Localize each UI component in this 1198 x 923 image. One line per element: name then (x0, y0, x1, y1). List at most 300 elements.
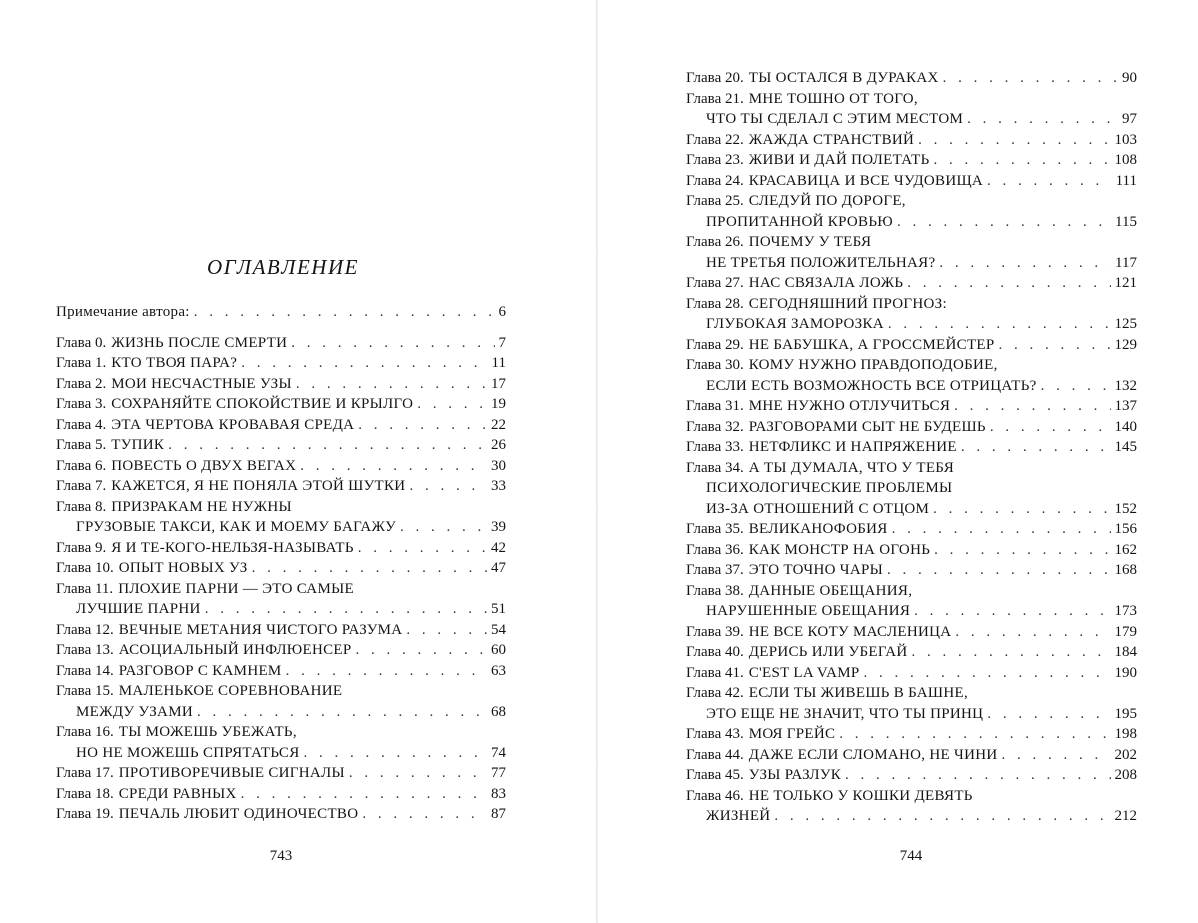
page-ref: 115 (1115, 213, 1137, 230)
chapter-title: НАРУШЕННЫЕ ОБЕЩАНИЯ (706, 603, 911, 619)
toc-entry (56, 722, 506, 763)
chapter-number: 10. (94, 560, 114, 576)
chapter-title: ЖИЗНЬ ПОСЛЕ СМЕРТИ (111, 334, 288, 351)
toc-entry (686, 171, 1137, 192)
dot-leader (194, 302, 495, 323)
chapter-number: 46. (724, 787, 744, 804)
page-ref: 90 (1122, 70, 1137, 86)
chapter-title: ТЫ ОСТАЛСЯ В ДУРАКАХ (748, 70, 939, 86)
chapter-title: ГЛУБОКАЯ ЗАМОРОЗКА (706, 316, 884, 332)
toc-entry-line (686, 335, 1137, 356)
chapter-label (686, 540, 744, 561)
page-ref: 190 (1114, 664, 1137, 681)
chapter-label (56, 353, 106, 374)
chapter-prefix: Глава (56, 806, 92, 822)
chapter-label (56, 476, 106, 497)
toc-entry-line (56, 599, 506, 620)
chapter-label (686, 417, 744, 438)
dot-leader (888, 314, 1111, 335)
dot-leader (304, 743, 487, 764)
toc-entry-line (56, 538, 506, 559)
toc-entry-line (56, 353, 506, 374)
toc-entry-line (56, 415, 506, 436)
chapter-prefix: Глава (686, 193, 722, 209)
toc-entry (56, 558, 506, 579)
chapter-label (686, 622, 744, 643)
toc-entry (56, 538, 506, 559)
page-ref: 103 (1114, 131, 1137, 148)
toc-entry-line (686, 191, 1137, 212)
dot-leader (168, 435, 487, 456)
chapter-label (56, 497, 106, 518)
toc-entry (686, 581, 1137, 622)
chapter-number: 44. (724, 746, 744, 763)
chapter-title: НАС СВЯЗАЛА ЛОЖЬ (748, 275, 904, 291)
toc-entry (686, 355, 1137, 396)
page-ref: 51 (491, 601, 506, 617)
toc-entry-line (686, 109, 1137, 130)
dot-leader (252, 558, 487, 579)
toc-entry (56, 804, 506, 825)
toc-entry-line (56, 456, 506, 477)
toc-entry (56, 497, 506, 538)
chapter-prefix: Глава (686, 623, 722, 640)
chapter-label (56, 640, 114, 661)
dot-leader (205, 599, 487, 620)
chapter-title: ТУПИК (111, 437, 165, 453)
chapter-prefix: Глава (56, 580, 92, 597)
dot-leader (406, 620, 487, 641)
chapter-prefix: Глава (686, 70, 722, 86)
chapter-label (56, 435, 106, 456)
toc-list-left (56, 302, 506, 825)
toc-entry-line (686, 130, 1137, 151)
toc-entry-line (686, 622, 1137, 643)
dot-leader (934, 540, 1110, 561)
chapter-number: 38. (724, 582, 744, 599)
toc-entry (686, 724, 1137, 745)
chapter-title: ЖАЖДА СТРАНСТВИЙ (748, 131, 915, 148)
chapter-number: 4. (94, 416, 107, 433)
chapter-prefix: Глава (56, 765, 92, 781)
chapter-label (686, 171, 744, 192)
toc-entry (56, 302, 506, 323)
dot-leader (990, 417, 1111, 438)
dot-leader (356, 640, 487, 661)
dot-leader (409, 476, 487, 497)
dot-leader (1041, 376, 1111, 397)
toc-entry-line (686, 212, 1137, 233)
dot-leader (961, 437, 1111, 458)
dot-leader (845, 765, 1110, 786)
chapter-prefix: Глава (686, 172, 722, 189)
toc-entry-line (56, 804, 506, 825)
toc-entry (56, 456, 506, 477)
chapter-prefix: Глава (686, 582, 722, 599)
page-ref: 30 (491, 457, 506, 474)
chapter-prefix: Глава (56, 498, 92, 515)
toc-entry-line (686, 519, 1137, 540)
toc-entry-line (686, 663, 1137, 684)
chapter-title: ПРОТИВОРЕЧИВЫЕ СИГНАЛЫ (118, 765, 345, 781)
chapter-label (686, 560, 744, 581)
chapter-title: РАЗГОВОР С КАМНЕМ (118, 662, 282, 679)
chapter-prefix: Глава (56, 478, 92, 494)
toc-entry-line (686, 396, 1137, 417)
toc-entry-line (686, 355, 1137, 376)
toc-entry (686, 458, 1137, 520)
chapter-label (56, 394, 106, 415)
toc-entry (686, 437, 1137, 458)
chapter-title: НО НЕ МОЖЕШЬ СПРЯТАТЬСЯ (76, 744, 300, 761)
toc-entry (686, 622, 1137, 643)
chapter-number: 15. (94, 683, 114, 699)
chapter-label (56, 681, 114, 702)
toc-entry-line (686, 232, 1137, 253)
chapter-number: 1. (94, 355, 107, 371)
chapter-title: ДАЖЕ ЕСЛИ СЛОМАНО, НЕ ЧИНИ (748, 746, 998, 763)
chapter-title: НЕ БАБУШКА, А ГРОССМЕЙСТЕР (748, 336, 995, 353)
dot-leader (300, 456, 487, 477)
chapter-prefix: Глава (56, 375, 92, 392)
toc-entry (686, 417, 1137, 438)
page-ref: 39 (491, 519, 506, 535)
toc-entry-line (686, 704, 1137, 725)
chapter-number: 11. (94, 580, 114, 597)
chapter-number: 26. (724, 234, 744, 250)
dot-leader (967, 109, 1118, 130)
chapter-number: 14. (94, 662, 114, 679)
page-ref: 7 (498, 334, 506, 351)
chapter-title: ГРУЗОВЫЕ ТАКСИ, КАК И МОЕМУ БАГАЖУ (76, 519, 397, 535)
toc-entry-line (56, 333, 506, 354)
page-ref: 195 (1114, 705, 1137, 722)
toc-entry-line (686, 437, 1137, 458)
toc-spacer (56, 323, 506, 333)
chapter-title: КРАСАВИЦА И ВСЕ ЧУДОВИЩА (748, 172, 984, 189)
toc-entry (56, 620, 506, 641)
chapter-prefix: Глава (56, 539, 92, 556)
chapter-number: 13. (94, 642, 114, 658)
chapter-prefix: Глава (686, 336, 722, 353)
page-ref: 33 (491, 478, 506, 494)
page-ref: 47 (491, 560, 506, 576)
chapter-title: Я И ТЕ-КОГО-НЕЛЬЗЯ-НАЗЫВАТЬ (111, 539, 354, 556)
dot-leader (987, 171, 1112, 192)
toc-entry (686, 273, 1137, 294)
toc-entry-line (56, 302, 506, 323)
page-ref: 97 (1122, 111, 1137, 127)
chapter-title: МНЕ ТОШНО ОТ ТОГО, (748, 90, 918, 107)
dot-leader (358, 538, 487, 559)
chapter-prefix: Глава (56, 785, 92, 802)
toc-entry-line (686, 294, 1137, 315)
chapter-title: ТЫ МОЖЕШЬ УБЕЖАТЬ, (118, 724, 297, 740)
chapter-number: 0. (94, 334, 107, 351)
toc-entry-line (56, 558, 506, 579)
chapter-label (686, 396, 744, 417)
chapter-label (686, 355, 744, 376)
chapter-label (56, 333, 106, 354)
chapter-title: КОМУ НУЖНО ПРАВДОПОДОБИЕ, (748, 357, 998, 373)
toc-entry (686, 683, 1137, 724)
page-ref: 6 (498, 304, 506, 320)
chapter-number: 21. (724, 90, 744, 107)
chapter-prefix: Глава (56, 457, 92, 474)
chapter-prefix: Глава (56, 396, 92, 412)
page-ref: 11 (491, 355, 506, 371)
page-ref: 145 (1114, 439, 1137, 455)
chapter-title: ЧТО ТЫ СДЕЛАЛ С ЭТИМ МЕСТОМ (706, 111, 964, 127)
chapter-number: 33. (724, 439, 744, 455)
chapter-prefix: Глава (686, 357, 722, 373)
dot-leader (362, 804, 487, 825)
dot-leader (939, 253, 1111, 274)
chapter-number: 8. (94, 498, 107, 515)
toc-entry (686, 335, 1137, 356)
page-ref: 26 (491, 437, 506, 453)
chapter-label (56, 415, 106, 436)
chapter-title: ЛУЧШИЕ ПАРНИ (76, 601, 201, 617)
toc-entry-line (686, 540, 1137, 561)
chapter-prefix: Глава (56, 437, 92, 453)
chapter-title: ВЕЛИКАНОФОБИЯ (748, 521, 888, 537)
toc-entry-line (686, 68, 1137, 89)
dot-leader (296, 374, 487, 395)
dot-leader (358, 415, 487, 436)
toc-entry (686, 150, 1137, 171)
chapter-label (686, 683, 744, 704)
dot-leader (897, 212, 1111, 233)
page-ref: 132 (1114, 377, 1137, 394)
chapter-number: 5. (94, 437, 107, 453)
chapter-title: КАК МОНСТР НА ОГОНЬ (748, 541, 931, 558)
chapter-label (686, 581, 744, 602)
toc-entry (686, 765, 1137, 786)
chapter-label (56, 374, 106, 395)
chapter-number: 35. (724, 521, 744, 537)
chapter-number: 18. (94, 785, 114, 802)
chapter-title: МАЛЕНЬКОЕ СОРЕВНОВАНИЕ (118, 683, 343, 699)
page-ref: 179 (1114, 623, 1137, 640)
page-ref: 117 (1115, 254, 1137, 271)
toc-entry (56, 415, 506, 436)
chapter-number: 36. (724, 541, 744, 558)
chapter-number: 34. (724, 459, 744, 476)
toc-entry-line (686, 581, 1137, 602)
chapter-prefix: Глава (56, 724, 92, 740)
chapter-prefix: Глава (686, 644, 722, 660)
chapter-label (686, 724, 744, 745)
toc-entry (686, 642, 1137, 663)
chapter-number: 43. (724, 726, 744, 742)
chapter-prefix: Глава (56, 416, 92, 433)
toc-entry-line (56, 497, 506, 518)
dot-leader (933, 499, 1110, 520)
toc-entry-line (56, 722, 506, 743)
chapter-number: 24. (724, 172, 744, 189)
page-ref: 173 (1114, 603, 1137, 619)
toc-entry-line (686, 273, 1137, 294)
dot-leader (933, 150, 1110, 171)
page-ref: 42 (491, 539, 506, 556)
chapter-label (56, 620, 114, 641)
toc-entry (56, 579, 506, 620)
page-ref: 129 (1114, 336, 1137, 353)
toc-entry-line (56, 681, 506, 702)
page-ref: 184 (1114, 644, 1137, 660)
chapter-prefix: Глава (686, 439, 722, 455)
page-ref: 111 (1115, 172, 1137, 189)
chapter-title: ЭТО ТОЧНО ЧАРЫ (748, 562, 883, 578)
chapter-title: МЕЖДУ УЗАМИ (76, 703, 193, 720)
chapter-title: ЭТО ЕЩЕ НЕ ЗНАЧИТ, ЧТО ТЫ ПРИНЦ (706, 705, 984, 722)
toc-entry-line (686, 724, 1137, 745)
toc-entry (686, 663, 1137, 684)
dot-leader (914, 601, 1110, 622)
chapter-number: 30. (724, 357, 744, 373)
dot-leader (1001, 745, 1110, 766)
chapter-prefix: Глава (56, 560, 92, 576)
toc-entry-line (56, 620, 506, 641)
dot-leader (839, 724, 1110, 745)
chapter-label (56, 804, 114, 825)
page-ref: 63 (491, 662, 506, 679)
chapter-title: КТО ТВОЯ ПАРА? (111, 355, 238, 371)
chapter-prefix: Глава (56, 662, 92, 679)
page-ref: 22 (491, 416, 506, 433)
chapter-label (686, 642, 744, 663)
chapter-prefix: Глава (686, 152, 722, 168)
toc-entry-line (56, 374, 506, 395)
page-ref: 198 (1114, 726, 1137, 742)
toc-entry-line (686, 560, 1137, 581)
toc-entry-line (686, 171, 1137, 192)
dot-leader (417, 394, 487, 415)
toc-entry-line (686, 806, 1137, 827)
page-ref: 68 (491, 703, 506, 720)
dot-leader (241, 353, 487, 374)
chapter-prefix: Глава (686, 398, 722, 414)
chapter-number: 45. (724, 767, 744, 783)
dot-leader (400, 517, 487, 538)
page-ref: 121 (1114, 275, 1137, 291)
chapter-prefix: Глава (686, 746, 722, 763)
chapter-title: Примечание автора: (56, 304, 190, 320)
chapter-number: 16. (94, 724, 114, 740)
toc-entry-line (686, 642, 1137, 663)
chapter-title: КАЖЕТСЯ, Я НЕ ПОНЯЛА ЭТОЙ ШУТКИ (111, 478, 406, 494)
chapter-title: АСОЦИАЛЬНЫЙ ИНФЛЮЕНСЕР (118, 642, 352, 658)
chapter-label (686, 437, 744, 458)
chapter-prefix: Глава (686, 685, 722, 701)
dot-leader (349, 763, 487, 784)
page-ref: 83 (491, 785, 506, 802)
dot-leader (911, 642, 1110, 663)
chapter-title: НЕ ТРЕТЬЯ ПОЛОЖИТЕЛЬНАЯ? (706, 254, 936, 271)
chapter-number: 40. (724, 644, 744, 660)
chapter-title: ПЕЧАЛЬ ЛЮБИТ ОДИНОЧЕСТВО (118, 806, 359, 822)
toc-entry (56, 661, 506, 682)
chapter-prefix: Глава (686, 234, 722, 250)
chapter-title: МОЯ ГРЕЙС (748, 726, 836, 742)
chapter-label (686, 232, 744, 253)
page-ref: 162 (1114, 541, 1137, 558)
toc-entry-line (686, 478, 1137, 499)
chapter-number: 31. (724, 398, 744, 414)
chapter-title: ПОЧЕМУ У ТЕБЯ (748, 234, 872, 250)
chapter-title: ПОВЕСТЬ О ДВУХ ВЕГАХ (111, 457, 297, 474)
toc-entry-line (686, 417, 1137, 438)
chapter-title: МОИ НЕСЧАСТНЫЕ УЗЫ (111, 375, 292, 392)
toc-entry-line (56, 763, 506, 784)
toc-entry (56, 435, 506, 456)
chapter-prefix: Глава (56, 621, 92, 638)
page-ref: 152 (1114, 500, 1137, 517)
chapter-number: 23. (724, 152, 744, 168)
chapter-number: 22. (724, 131, 744, 148)
dot-leader (241, 784, 487, 805)
toc-entry-line (56, 517, 506, 538)
dot-leader (918, 130, 1110, 151)
chapter-number: 19. (94, 806, 114, 822)
toc-entry-line (686, 683, 1137, 704)
toc-entry (686, 294, 1137, 335)
chapter-label (686, 786, 744, 807)
page-ref: 17 (491, 375, 506, 392)
chapter-number: 41. (724, 664, 744, 681)
page-number-right: 744 (899, 848, 923, 864)
toc-entry (686, 396, 1137, 417)
toc-entry (686, 130, 1137, 151)
chapter-title: ВЕЧНЫЕ МЕТАНИЯ ЧИСТОГО РАЗУМА (118, 621, 403, 638)
dot-leader (943, 68, 1118, 89)
chapter-prefix: Глава (56, 334, 92, 351)
chapter-number: 37. (724, 562, 744, 578)
toc-entry (686, 68, 1137, 89)
chapter-number: 6. (94, 457, 107, 474)
chapter-number: 20. (724, 70, 744, 86)
page-ref: 168 (1114, 562, 1137, 578)
toc-entry-line (686, 376, 1137, 397)
chapter-prefix: Глава (686, 275, 722, 291)
toc-entry (686, 540, 1137, 561)
toc-entry-line (686, 786, 1137, 807)
chapter-number: 9. (94, 539, 107, 556)
chapter-title: C'EST LA VAMP (748, 664, 860, 681)
chapter-title: ПСИХОЛОГИЧЕСКИЕ ПРОБЛЕМЫ (706, 480, 953, 496)
chapter-title: СОХРАНЯЙТЕ СПОКОЙСТВИЕ И КРЫЛГО (111, 396, 414, 412)
page-ref: 54 (491, 621, 506, 638)
toc-entry (686, 745, 1137, 766)
chapter-prefix: Глава (686, 295, 722, 312)
toc-entry (56, 681, 506, 722)
chapter-label (56, 661, 114, 682)
chapter-prefix: Глава (56, 642, 92, 658)
dot-leader (954, 396, 1110, 417)
chapter-title: ЕСЛИ ЕСТЬ ВОЗМОЖНОСТЬ ВСЕ ОТРИЦАТЬ? (706, 377, 1037, 394)
dot-leader (987, 704, 1110, 725)
toc-entry-line (56, 661, 506, 682)
page-ref: 108 (1114, 152, 1137, 168)
chapter-title: СЛЕДУЙ ПО ДОРОГЕ, (748, 193, 906, 209)
chapter-prefix: Глава (686, 90, 722, 107)
toc-entry (56, 333, 506, 354)
toc-entry (56, 353, 506, 374)
chapter-prefix: Глава (686, 767, 722, 783)
chapter-label (56, 784, 114, 805)
dot-leader (286, 661, 487, 682)
